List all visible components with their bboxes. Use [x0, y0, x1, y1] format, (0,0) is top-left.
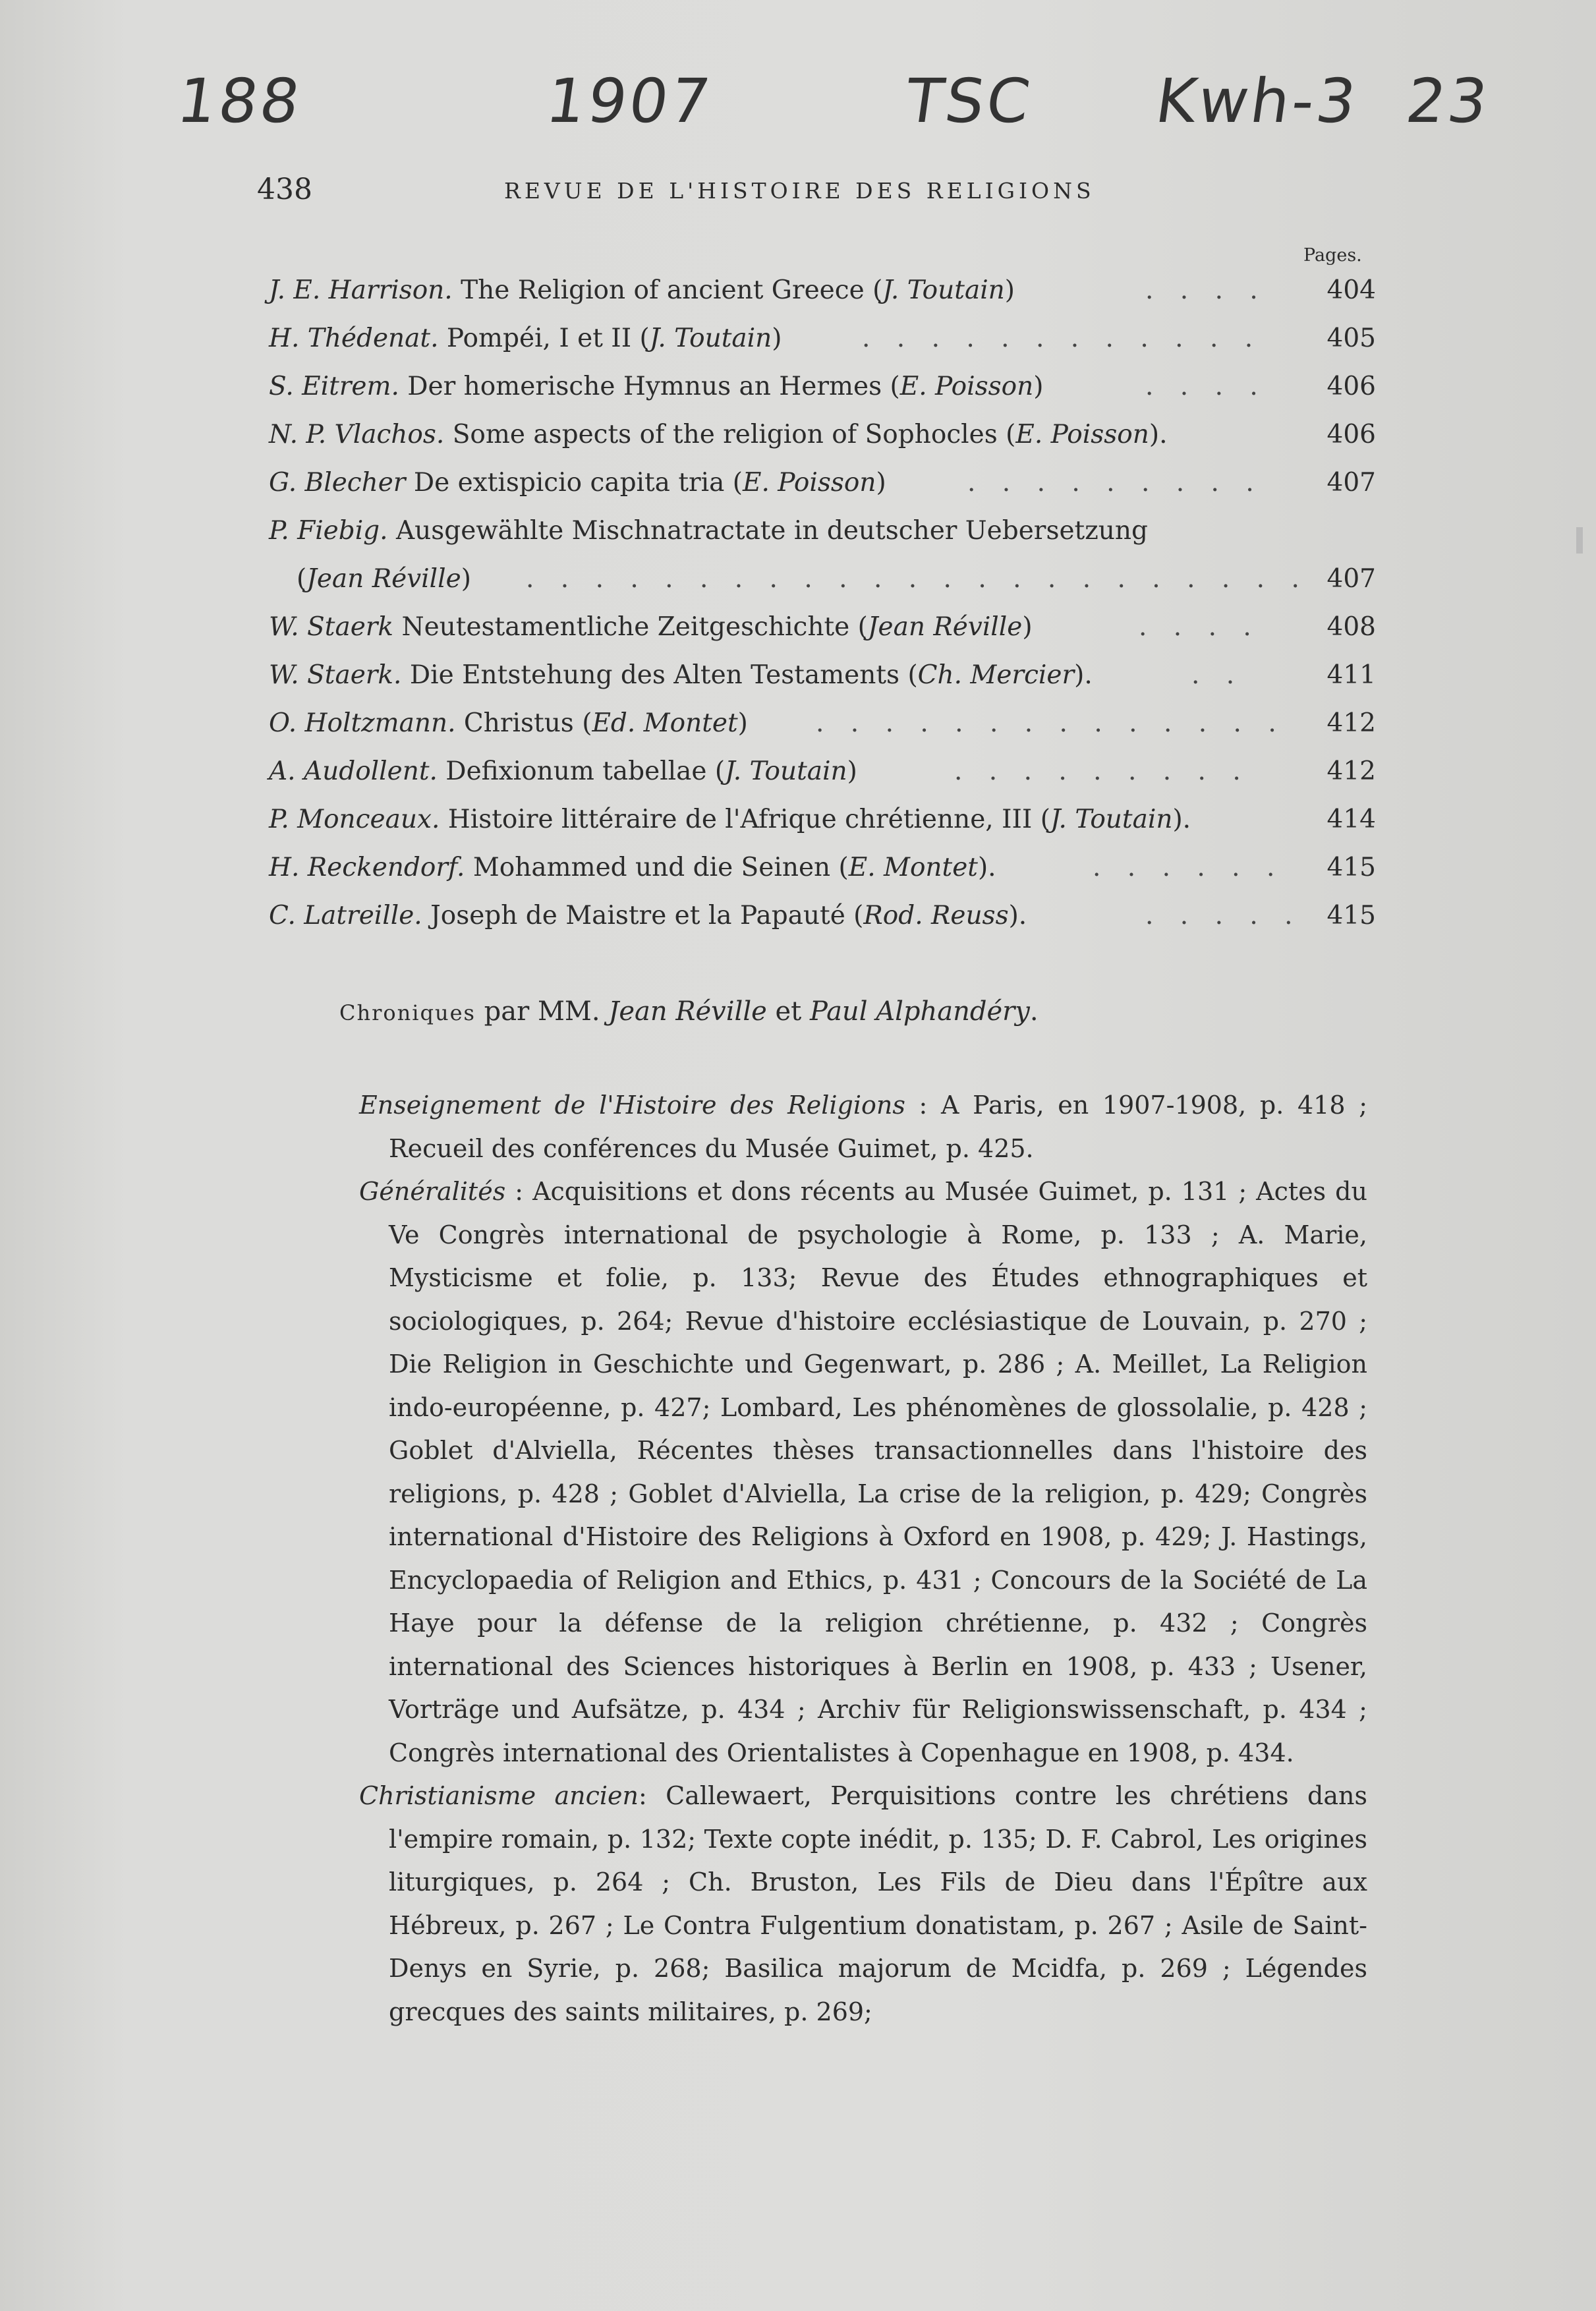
- entry-author: P. Fiebig.: [269, 516, 388, 546]
- entry-page: 408: [1326, 612, 1376, 642]
- chroniques-et: et: [766, 996, 810, 1027]
- chronique-text: : Acquisitions et dons récents au Musée Guimet, p. 131 ; Actes du Ve Congrès international de psychologie à Rome, p. 133 ; A. Marie, Mysticisme et folie, p. 133; Revue des Études ethnographiques et sociologiques, p. 264; Revue d'histoire ecclésiastique de Louvain, p. 270 ; Die Religion in Geschichte und Gegenwart, p. 286 ; A. Meillet, La Religion indo-européenne, p. 427; Lombard, Les phénomènes de glossolalie, p. 428 ; Goblet d'Alviella, Récentes thèses transactionnelles dans l'histoire des religions, p. 428 ; Goblet d'Alviella, La crise de la religion, p. 429; Congrès international d'Histoire des Religions à Oxford en 1908, p. 429; J. Hastings, Encyclopaedia of Religion and Ethics, p. 431 ; Concours de la Société de La Haye pour la défense de la religion chrétienne, p. 432 ; Congrès international des Sciences historiques à Berlin en 1908, p. 433 ; Usener, Vorträge und Aufsätze, p. 434 ; Archiv für Religionswissenschaft, p. 434 ; Congrès international des Orientalistes à Copenhague en 1908, p. 434.: [389, 1177, 1367, 1767]
- entry-title: Joseph de Maistre et la Papauté (: [422, 901, 864, 930]
- entry-close: ).: [1074, 660, 1093, 690]
- entry-close: ): [1033, 372, 1044, 401]
- entry-title: Neutestamentliche Zeitgeschichte (: [393, 612, 868, 642]
- leader-dots: . . . .: [1145, 275, 1267, 305]
- entry-title: Der homerische Hymnus an Hermes (: [399, 372, 900, 401]
- entry-title: Die Entstehung des Alten Testaments (: [401, 660, 918, 690]
- entry-page: 406: [1326, 420, 1376, 449]
- chronique-text: : Callewaert, Perquisitions contre les chrétiens dans l'empire romain, p. 132; Texte copte inédit, p. 135; D. F. Cabrol, Les origines liturgiques, p. 264 ; Ch. Bruston, Les Fils de Dieu dans l'Épître aux Hébreux, p. 267 ; Le Contra Fulgentium donatistam, p. 267 ; Asile de Saint-Denys en Syrie, p. 268; Basilica majorum de Mcidfa, p. 269 ; Légendes grecques des saints militaires, p. 269;: [389, 1781, 1367, 2026]
- entry-page: 407: [1326, 468, 1376, 498]
- leader-dots: . . . . . . . . .: [954, 756, 1250, 786]
- leader-dots: . . . . . . . . . . . . . . . . . . . . . . .: [526, 564, 1309, 594]
- review-entry-continued: [269, 559, 1376, 607]
- entry-close: ).: [1149, 420, 1168, 449]
- entry-reviewer: Jean Réville: [867, 612, 1023, 642]
- scan-artifact: [1576, 527, 1583, 554]
- entry-reviewer: E. Poisson: [899, 372, 1034, 401]
- entry-title: Mohammed und die Seinen (: [465, 853, 849, 882]
- entry-title: Pompéi, I et II (: [438, 324, 650, 353]
- review-entry: [269, 847, 1376, 896]
- review-entry: [269, 511, 1376, 559]
- page-number: 438: [257, 173, 312, 206]
- review-entry: [269, 414, 1376, 463]
- entry-page: 414: [1326, 805, 1376, 834]
- entry-page: 412: [1326, 708, 1376, 738]
- entry-author: J. E. Harrison.: [269, 275, 453, 305]
- leader-dots: . . . .: [1139, 612, 1261, 642]
- chronique-paragraph: [359, 1170, 1367, 1775]
- entry-close: ).: [1008, 901, 1027, 930]
- review-entry: [269, 799, 1376, 847]
- leader-dots: . . . .: [1145, 372, 1267, 401]
- entry-reviewer: J. Toutain: [725, 756, 847, 786]
- chronique-paragraph: [359, 1084, 1367, 1170]
- entry-close: ): [1022, 612, 1033, 642]
- entry-page: 405: [1326, 324, 1376, 353]
- running-title: REVUE DE L'HISTOIRE DES RELIGIONS: [504, 178, 1095, 204]
- entry-reviewer: Ch. Mercier: [917, 660, 1075, 690]
- chroniques-end: .: [1029, 996, 1039, 1027]
- leader-dots: . . . . . . . . . . . .: [862, 324, 1263, 353]
- entry-reviewer: J. Toutain: [649, 324, 772, 353]
- entry-author: S. Eitrem.: [269, 372, 399, 401]
- review-entry: [269, 896, 1376, 944]
- entry-author: N. P. Vlachos.: [269, 420, 445, 449]
- entry-close: ).: [1172, 805, 1191, 834]
- chronique-heading: Christianisme ancien: [359, 1781, 639, 1810]
- entry-author: H. Thédenat.: [269, 324, 439, 353]
- entry-page: 415: [1326, 901, 1376, 930]
- pages-column-label: Pages.: [1303, 245, 1362, 266]
- entry-reviewer: E. Montet: [848, 853, 978, 882]
- entry-title: De extispicio capita tria (: [405, 468, 743, 498]
- entry-close: ).: [977, 853, 996, 882]
- chroniques-author: Paul Alphandéry: [809, 996, 1030, 1027]
- entry-reviewer: Ed. Montet: [592, 708, 738, 738]
- entry-reviewer: Rod. Reuss: [863, 901, 1009, 930]
- review-entry: [269, 366, 1376, 414]
- leader-dots: . . . . . .: [1093, 853, 1284, 882]
- entry-reviewer: J. Toutain: [1050, 805, 1173, 834]
- review-entry: [269, 655, 1376, 703]
- entry-reviewer: J. Toutain: [882, 275, 1005, 305]
- handwritten-note: TSC: [901, 66, 1037, 136]
- chronique-heading: Enseignement de l'Histoire des Religions: [359, 1091, 905, 1120]
- entry-title: The Religion of ancient Greece (: [452, 275, 883, 305]
- review-entry: [269, 703, 1376, 751]
- entry-title: Christus (: [455, 708, 592, 738]
- entry-close: ): [1004, 275, 1015, 305]
- entry-author: P. Monceaux.: [269, 805, 440, 834]
- handwritten-note: Kwh-3: [1151, 66, 1363, 136]
- entry-reviewer: E. Poisson: [742, 468, 876, 498]
- entry-close: ): [461, 564, 471, 594]
- entry-page: 404: [1326, 275, 1376, 305]
- entry-author: G. Blecher: [269, 468, 406, 498]
- entry-page: 411: [1326, 660, 1376, 690]
- leader-dots: . . . . . . . . . . . . . .: [816, 708, 1286, 738]
- leader-dots: . . . . . . . . .: [967, 468, 1263, 498]
- entry-author: O. Holtzmann.: [269, 708, 456, 738]
- review-entry: [269, 318, 1376, 366]
- entry-title: Ausgewählte Mischnatractate in deutscher Uebersetzung: [387, 516, 1148, 546]
- chroniques-heading: [339, 996, 1039, 1027]
- handwritten-note: 1907: [542, 66, 717, 136]
- chroniques-par: par MM.: [475, 996, 609, 1027]
- entry-close: ): [847, 756, 857, 786]
- entry-page: 406: [1326, 372, 1376, 401]
- chronique-paragraph: [359, 1775, 1367, 2034]
- entry-close: ): [737, 708, 748, 738]
- chroniques-body: [359, 1084, 1367, 2034]
- handwritten-note: 23: [1402, 66, 1495, 136]
- handwritten-note: 188: [173, 66, 307, 136]
- leader-dots: . .: [1191, 660, 1244, 690]
- entry-author: C. Latreille.: [269, 901, 422, 930]
- entry-close: ): [772, 324, 782, 353]
- review-entry: [269, 751, 1376, 799]
- entry-page: 415: [1326, 853, 1376, 882]
- review-entry: [269, 463, 1376, 511]
- entry-author: A. Audollent.: [269, 756, 438, 786]
- entry-title: Some aspects of the religion of Sophocles (: [444, 420, 1016, 449]
- chronique-heading: Généralités: [359, 1177, 506, 1206]
- chroniques-label: Chroniques: [339, 1000, 476, 1025]
- entry-title: Histoire littéraire de l'Afrique chrétienne, III (: [440, 805, 1050, 834]
- review-entry: [269, 607, 1376, 655]
- entry-close: ): [876, 468, 886, 498]
- chroniques-author: Jean Réville: [608, 996, 767, 1027]
- chronique-text: : A Paris, en 1907-1908, p. 418 ; Recueil des conférences du Musée Guimet, p. 425.: [389, 1091, 1368, 1163]
- entry-author: H. Reckendorf.: [269, 853, 465, 882]
- entry-author: W. Staerk.: [269, 660, 402, 690]
- entry-author: W. Staerk: [269, 612, 394, 642]
- entry-page: 407: [1326, 564, 1376, 594]
- entry-title: Defixionum tabellae (: [437, 756, 726, 786]
- entry-title: (: [297, 564, 307, 594]
- entry-page: 412: [1326, 756, 1376, 786]
- entry-reviewer: E. Poisson: [1015, 420, 1149, 449]
- entry-reviewer: Jean Réville: [306, 564, 461, 594]
- review-entry: [269, 270, 1376, 318]
- leader-dots: . . . . .: [1145, 901, 1302, 930]
- review-list: [269, 270, 1376, 944]
